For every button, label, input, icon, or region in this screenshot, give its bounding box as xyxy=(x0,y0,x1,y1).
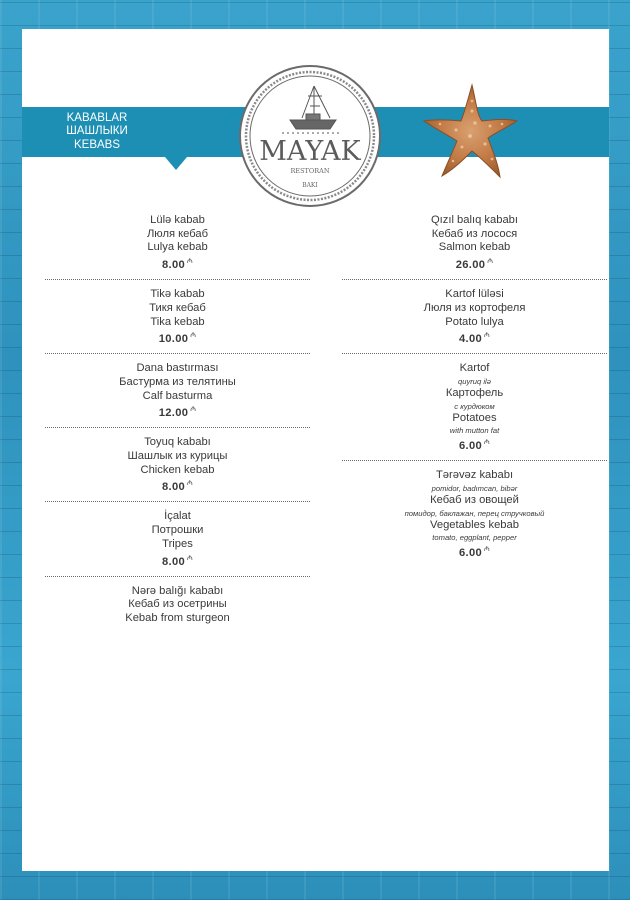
menu-item xyxy=(342,362,607,461)
dish-note: помидор, баклажан, перец стручковый xyxy=(404,508,545,518)
logo-sub: RESTORAN xyxy=(290,167,330,175)
price-value: 26.00 xyxy=(455,259,486,272)
dish-note: с курдюком xyxy=(454,401,495,411)
dish-name: Потрошки xyxy=(151,524,204,537)
menu-page xyxy=(22,29,609,871)
price-value: 8.00 xyxy=(162,555,185,568)
dish-name: Бастурма из телятины xyxy=(119,375,236,388)
menu-column-left xyxy=(45,214,310,641)
dish-price xyxy=(45,552,310,569)
manat-icon: ₼ xyxy=(187,554,193,562)
dish-price xyxy=(342,543,607,560)
dish-name: Картофель xyxy=(445,386,504,399)
section-title-en: KEBABS xyxy=(73,138,121,151)
price-value: 8.00 xyxy=(162,481,185,494)
logo-city: BAKI xyxy=(302,182,318,189)
dish-name: Кебаб из лосося xyxy=(431,227,518,240)
dish-name: Nərə balığı kababı xyxy=(131,584,224,597)
dish-name: Шашлык из курицы xyxy=(127,450,228,463)
manat-icon: ₼ xyxy=(190,406,197,414)
dish-price xyxy=(45,329,310,346)
price-value: 4.00 xyxy=(459,333,482,346)
menu-item xyxy=(45,362,310,428)
menu-item xyxy=(342,288,607,354)
dish-name: Lülə kabab xyxy=(150,214,205,226)
manat-icon: ₼ xyxy=(190,332,197,340)
section-title xyxy=(22,107,172,157)
dish-name: Tripes xyxy=(162,537,193,550)
menu-item xyxy=(45,436,310,502)
dish-name: Kebab from sturgeon xyxy=(125,611,230,624)
menu-item xyxy=(342,469,607,567)
dish-name: Potato lulya xyxy=(445,315,504,328)
price-value: 6.00 xyxy=(459,440,482,453)
price-value: 8.00 xyxy=(162,259,185,272)
menu-column-right xyxy=(342,214,607,575)
dish-price xyxy=(45,477,310,494)
manat-icon: ₼ xyxy=(484,546,490,554)
mayak-logo xyxy=(238,56,382,216)
dish-note: tomato, eggplant, pepper xyxy=(432,533,517,543)
dish-name: Calf basturma xyxy=(142,389,213,402)
dish-price xyxy=(342,329,607,346)
dish-name: İçalat xyxy=(164,510,191,523)
dish-name: Tikə kabab xyxy=(150,288,205,301)
manat-icon: ₼ xyxy=(484,439,490,447)
dish-price xyxy=(45,403,310,420)
menu-item xyxy=(45,214,310,280)
dish-name: Люля из кортофеля xyxy=(423,301,526,314)
manat-icon: ₼ xyxy=(487,258,494,266)
dish-note: quyruq ilə xyxy=(458,376,491,386)
manat-icon: ₼ xyxy=(484,332,490,340)
dish-name: Кебаб из осетрины xyxy=(128,598,227,611)
dish-name: Lulya kebab xyxy=(147,241,208,254)
manat-icon: ₼ xyxy=(187,480,193,488)
price-value: 6.00 xyxy=(459,547,482,560)
dish-name: Chicken kebab xyxy=(140,463,215,476)
dish-name: Кебаб из овощей xyxy=(430,494,519,507)
dish-note: pomidor, badımcan, bibər xyxy=(431,484,518,494)
dish-price xyxy=(342,255,607,272)
section-title-ru: ШАШЛЫКИ xyxy=(66,125,128,138)
manat-icon: ₼ xyxy=(187,258,193,266)
dish-name: Люля кебаб xyxy=(146,227,209,240)
price-value: 12.00 xyxy=(158,407,189,420)
section-title-az: KABABLAR xyxy=(66,111,128,124)
menu-item xyxy=(45,585,310,633)
dish-name: Kartof lüləsi xyxy=(445,288,504,301)
starfish-image xyxy=(420,81,520,181)
menu-item xyxy=(45,288,310,354)
dish-price xyxy=(45,255,310,272)
dish-price xyxy=(342,436,607,453)
logo-name: MAYAK xyxy=(259,136,361,167)
dish-name: Kartof xyxy=(459,362,490,375)
menu-item xyxy=(342,214,607,280)
dish-note: with mutton fat xyxy=(449,426,500,436)
price-value: 10.00 xyxy=(158,333,189,346)
dish-name: Тикя кебаб xyxy=(149,301,206,314)
dish-name: Potatoes xyxy=(452,411,497,424)
band-pointer xyxy=(165,157,187,170)
dish-name: Toyuq kababı xyxy=(144,436,211,449)
dish-name: Vegetables kebab xyxy=(430,518,519,531)
dish-name: Tərəvəz kababı xyxy=(435,469,514,482)
dish-name: Salmon kebab xyxy=(438,241,511,254)
menu-item xyxy=(45,510,310,576)
dish-name: Dana bastırması xyxy=(136,362,219,375)
dish-name: Tika kebab xyxy=(150,315,205,328)
dish-name: Qızıl balıq kababı xyxy=(430,214,519,226)
